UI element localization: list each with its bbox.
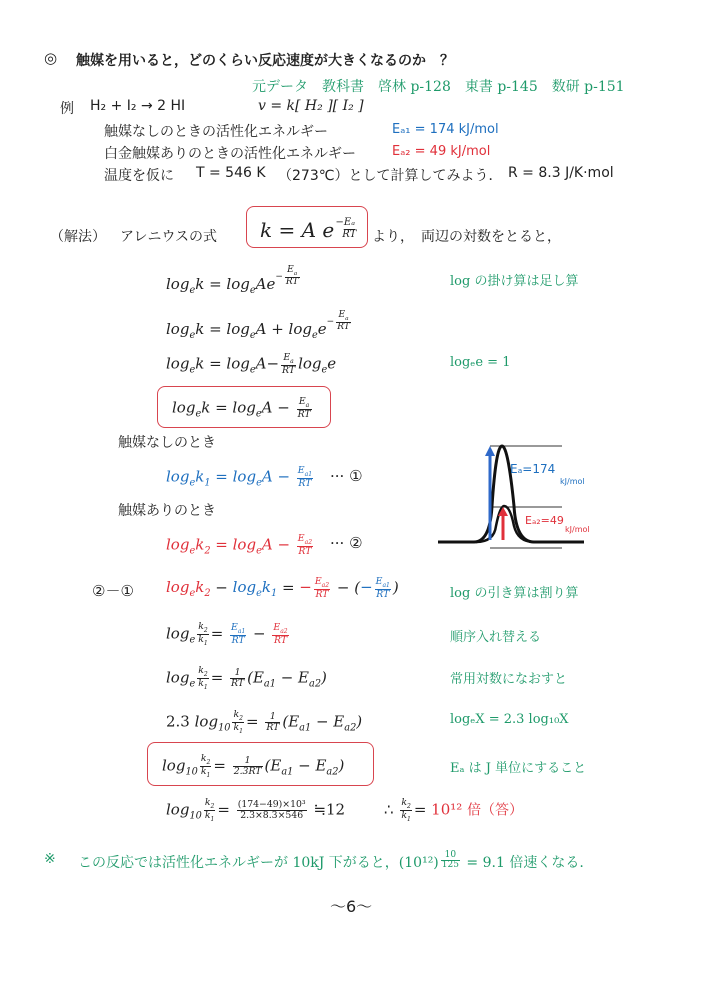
header-question: 触媒を用いると，どのくらい反応速度が大きくなるのか ？: [76, 53, 454, 69]
note-reorder: 順序入れ替える: [450, 630, 542, 645]
reaction-equation: H₂ + I₂ → 2 HI: [90, 98, 186, 114]
case-without: 触媒なしのとき: [118, 435, 216, 451]
eq-ratio-boxed: $\log_{10}$ $\frac{k_2}{k_1}$ = $\frac{1}{2.3RT}$ $(E_{a1} - E_{a2})$: [162, 753, 345, 780]
note-joule-unit: Eₐ は J 単位にすること: [450, 761, 587, 776]
rate-law: v = k[ H₂ ][ I₂ ]: [258, 98, 364, 114]
ea1-graph-unit: kJ/mol: [560, 477, 585, 486]
note-common-log: 常用対数になおすと: [450, 672, 568, 687]
energy-diagram: [434, 436, 604, 566]
gas-constant: R = 8.3 J/K·mol: [508, 165, 614, 181]
temperature-line-a: 温度を仮に: [104, 168, 174, 184]
eq-line-3: $\log_ek = \log_eA-$ $\frac{E_a}{RT}$ $\log_ee$: [166, 352, 337, 377]
case-with: 触媒ありのとき: [118, 503, 216, 519]
ea2-value: Eₐ₂ = 49 kJ/mol: [392, 144, 491, 159]
eq-line-2: $\log_ek = \log_eA + \log_ee^{- \frac{E_a}{RT}}$: [166, 310, 350, 342]
eq-k1-marker: ··· ①: [330, 467, 363, 485]
note-log-product: log の掛け算は足し算: [450, 274, 579, 289]
arrhenius-equation: k = A e $^{-E_a RT}$: [260, 217, 357, 242]
answer: ∴ $\frac{k_2}{k_1}$ = 10¹² 倍（答）: [384, 797, 524, 824]
footer-note: この反応では活性化エネルギーが 10kJ 下がると，(10¹²) $^{\frac{10}{125}}$ = 9.1 倍速くなる.: [78, 850, 584, 871]
eq-line-4: $\log_ek = \log_eA$ − $\frac{E_a}{RT}$: [172, 396, 311, 421]
note-conversion: logₑX = 2.3 log₁₀X: [450, 712, 569, 727]
calc-approx: ≒12: [313, 800, 346, 819]
method-intro: アレニウスの式: [120, 229, 218, 245]
eq-k1: $\log_ek_1 = \log_eA$ − $\frac{E_{a1}}{RT}$: [166, 465, 313, 490]
ea2-graph-unit: kJ/mol: [565, 525, 590, 534]
eq-ratio-1: $\log_e$ $\frac{k_2}{k_1}$ = $\frac{E_{a1}}{RT}$ − $\frac{E_{a2}}{RT}$: [166, 621, 288, 648]
eq-line-1: $\log_ek = \log_eAe^{- \frac{E_a}{RT}}$: [166, 265, 299, 297]
method-after: より， 両辺の対数をとると，: [372, 229, 561, 245]
example-label: 例: [60, 101, 74, 117]
eq-k2: $\log_ek_2 = \log_eA$ − $\frac{E_{a2}}{RT}$: [166, 533, 313, 558]
temperature-line-b: （273℃）として計算してみよう．: [278, 168, 503, 184]
eq-final: $\log_{10}$ $\frac{k_2}{k_1}$ = $\frac{\text{(174−49)×10³}}{2.3\times 8.3\times 546}$ ≒12: [166, 797, 346, 824]
temperature-value: T = 546 K: [196, 165, 266, 181]
exp-numerator: Eₐ: [343, 217, 355, 228]
diff-label: ②－①: [92, 582, 134, 600]
eq-ratio-2: $\log_e$ $\frac{k_2}{k_1}$ = $\frac{1}{RT}$ $(E_{a1} - E_{a2})$: [166, 665, 327, 692]
page-number: ～6～: [330, 897, 373, 916]
no-catalyst-text: 触媒なしのときの活性化エネルギー: [104, 124, 328, 140]
ea2-graph-label: Eₐ₂=49: [525, 514, 564, 527]
note-log-quotient: log の引き算は割り算: [450, 586, 579, 601]
calc-numerator: (174−49)×10³: [237, 799, 306, 811]
method-label: （解法）: [50, 229, 106, 245]
answer-value: 10¹²: [431, 800, 463, 819]
ea1-graph-label: Eₐ=174: [510, 462, 556, 476]
pt-catalyst-text: 白金触媒ありのときの活性化エネルギー: [104, 146, 356, 162]
calc-denominator: 2.3×8.3×546: [240, 810, 304, 822]
header-mark: ◎: [44, 49, 58, 67]
answer-suffix: 倍（答）: [467, 802, 524, 819]
source-reference: 元データ 教科書 啓林 p-128 東書 p-145 数研 p-151: [252, 79, 625, 95]
eq-k2-marker: ··· ②: [330, 534, 363, 552]
exp-denominator: RT: [342, 228, 357, 240]
ea1-value: Eₐ₁ = 174 kJ/mol: [392, 122, 499, 137]
eq-ratio-3: 2.3 $\log_{10}$ $\frac{k_2}{k_1}$ = $\frac{1}{RT}$ $(E_{a1} - E_{a2})$: [166, 709, 363, 736]
eq-diff: $\log_ek_2 - \log_ek_1$ = − $\frac{E_{a2}}{RT}$ − (− $\frac{E_{a1}}{RT}$ ): [166, 576, 399, 601]
footer-mark: ※: [44, 851, 56, 867]
note-loge-e: logₑe = 1: [450, 355, 511, 370]
